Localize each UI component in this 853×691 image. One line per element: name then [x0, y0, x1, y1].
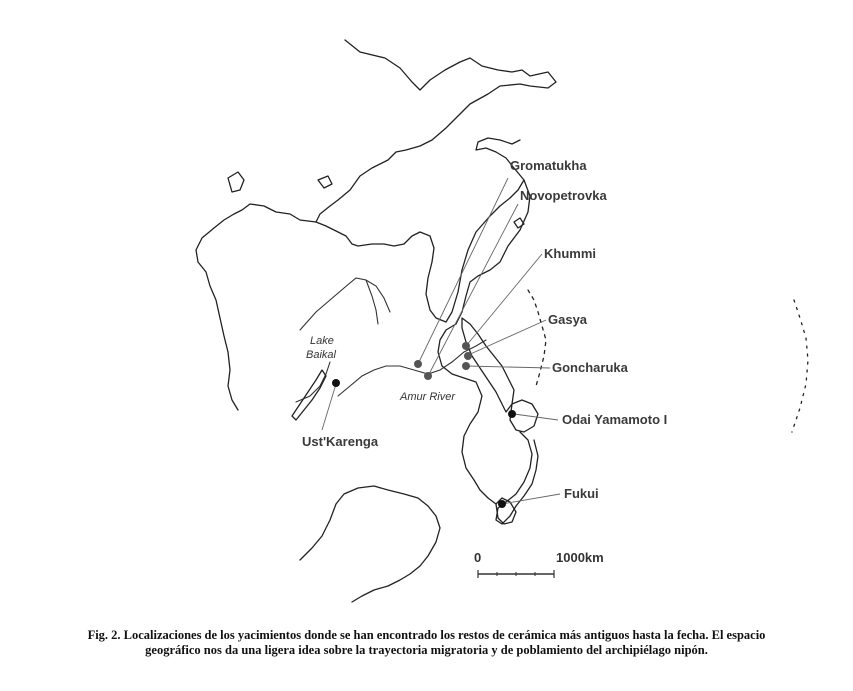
marker-gasya [464, 352, 472, 360]
scale-bar [474, 550, 604, 578]
small-island-1 [228, 172, 244, 192]
marker-ust-karenga [332, 379, 340, 387]
label-odai-yamamoto: Odai Yamamoto I [562, 412, 668, 427]
marker-goncharuka [462, 362, 470, 370]
marker-odai-yamamoto [508, 410, 516, 418]
label-gasya: Gasya [548, 312, 588, 327]
marker-khummi [462, 342, 470, 350]
lake-baikal [292, 370, 326, 420]
leader-ust-karenga [322, 384, 336, 430]
label-novopetrovka: Novopetrovka [520, 188, 607, 203]
china-korea-coastline [300, 486, 440, 602]
marker-gromatukha [414, 360, 422, 368]
siberia-northeast-coastline [316, 40, 556, 322]
figure-caption: Fig. 2. Localizaciones de los yacimientos donde se han encontrado los restos de cerámica más antiguos hasta la fecha. El espacio geográfico nos da una ligera idea sobre la trayectoria migratoria y de poblamiento del archipiélago nipón. [87, 628, 766, 657]
marker-fukui [498, 500, 506, 508]
leader-gasya [466, 320, 546, 356]
southern-river [296, 362, 330, 402]
leader-novopetrovka [428, 204, 518, 376]
label-ust-karenga: Ust'Karenga [302, 434, 379, 449]
label-baikal: Baikal [306, 349, 336, 361]
scale-end-label: 1000km [556, 550, 604, 565]
siberia-west-coastline [196, 204, 316, 410]
label-fukui: Fukui [564, 486, 599, 501]
lena-river [300, 278, 390, 330]
leader-khummi [466, 254, 542, 346]
label-goncharuka: Goncharuka [552, 360, 628, 375]
label-lake: Lake [310, 335, 334, 347]
leader-gromatukha [418, 178, 508, 364]
label-amur-river: Amur River [400, 391, 456, 403]
label-gromatukha: Gromatukha [510, 158, 587, 173]
scale-start-label: 0 [474, 550, 482, 565]
kuril-islands [528, 290, 546, 386]
eastern-island-chain [792, 300, 808, 432]
honshu-coastline [496, 432, 538, 524]
small-island-2 [318, 176, 332, 188]
label-khummi: Khummi [544, 246, 596, 261]
marker-novopetrovka [424, 372, 432, 380]
